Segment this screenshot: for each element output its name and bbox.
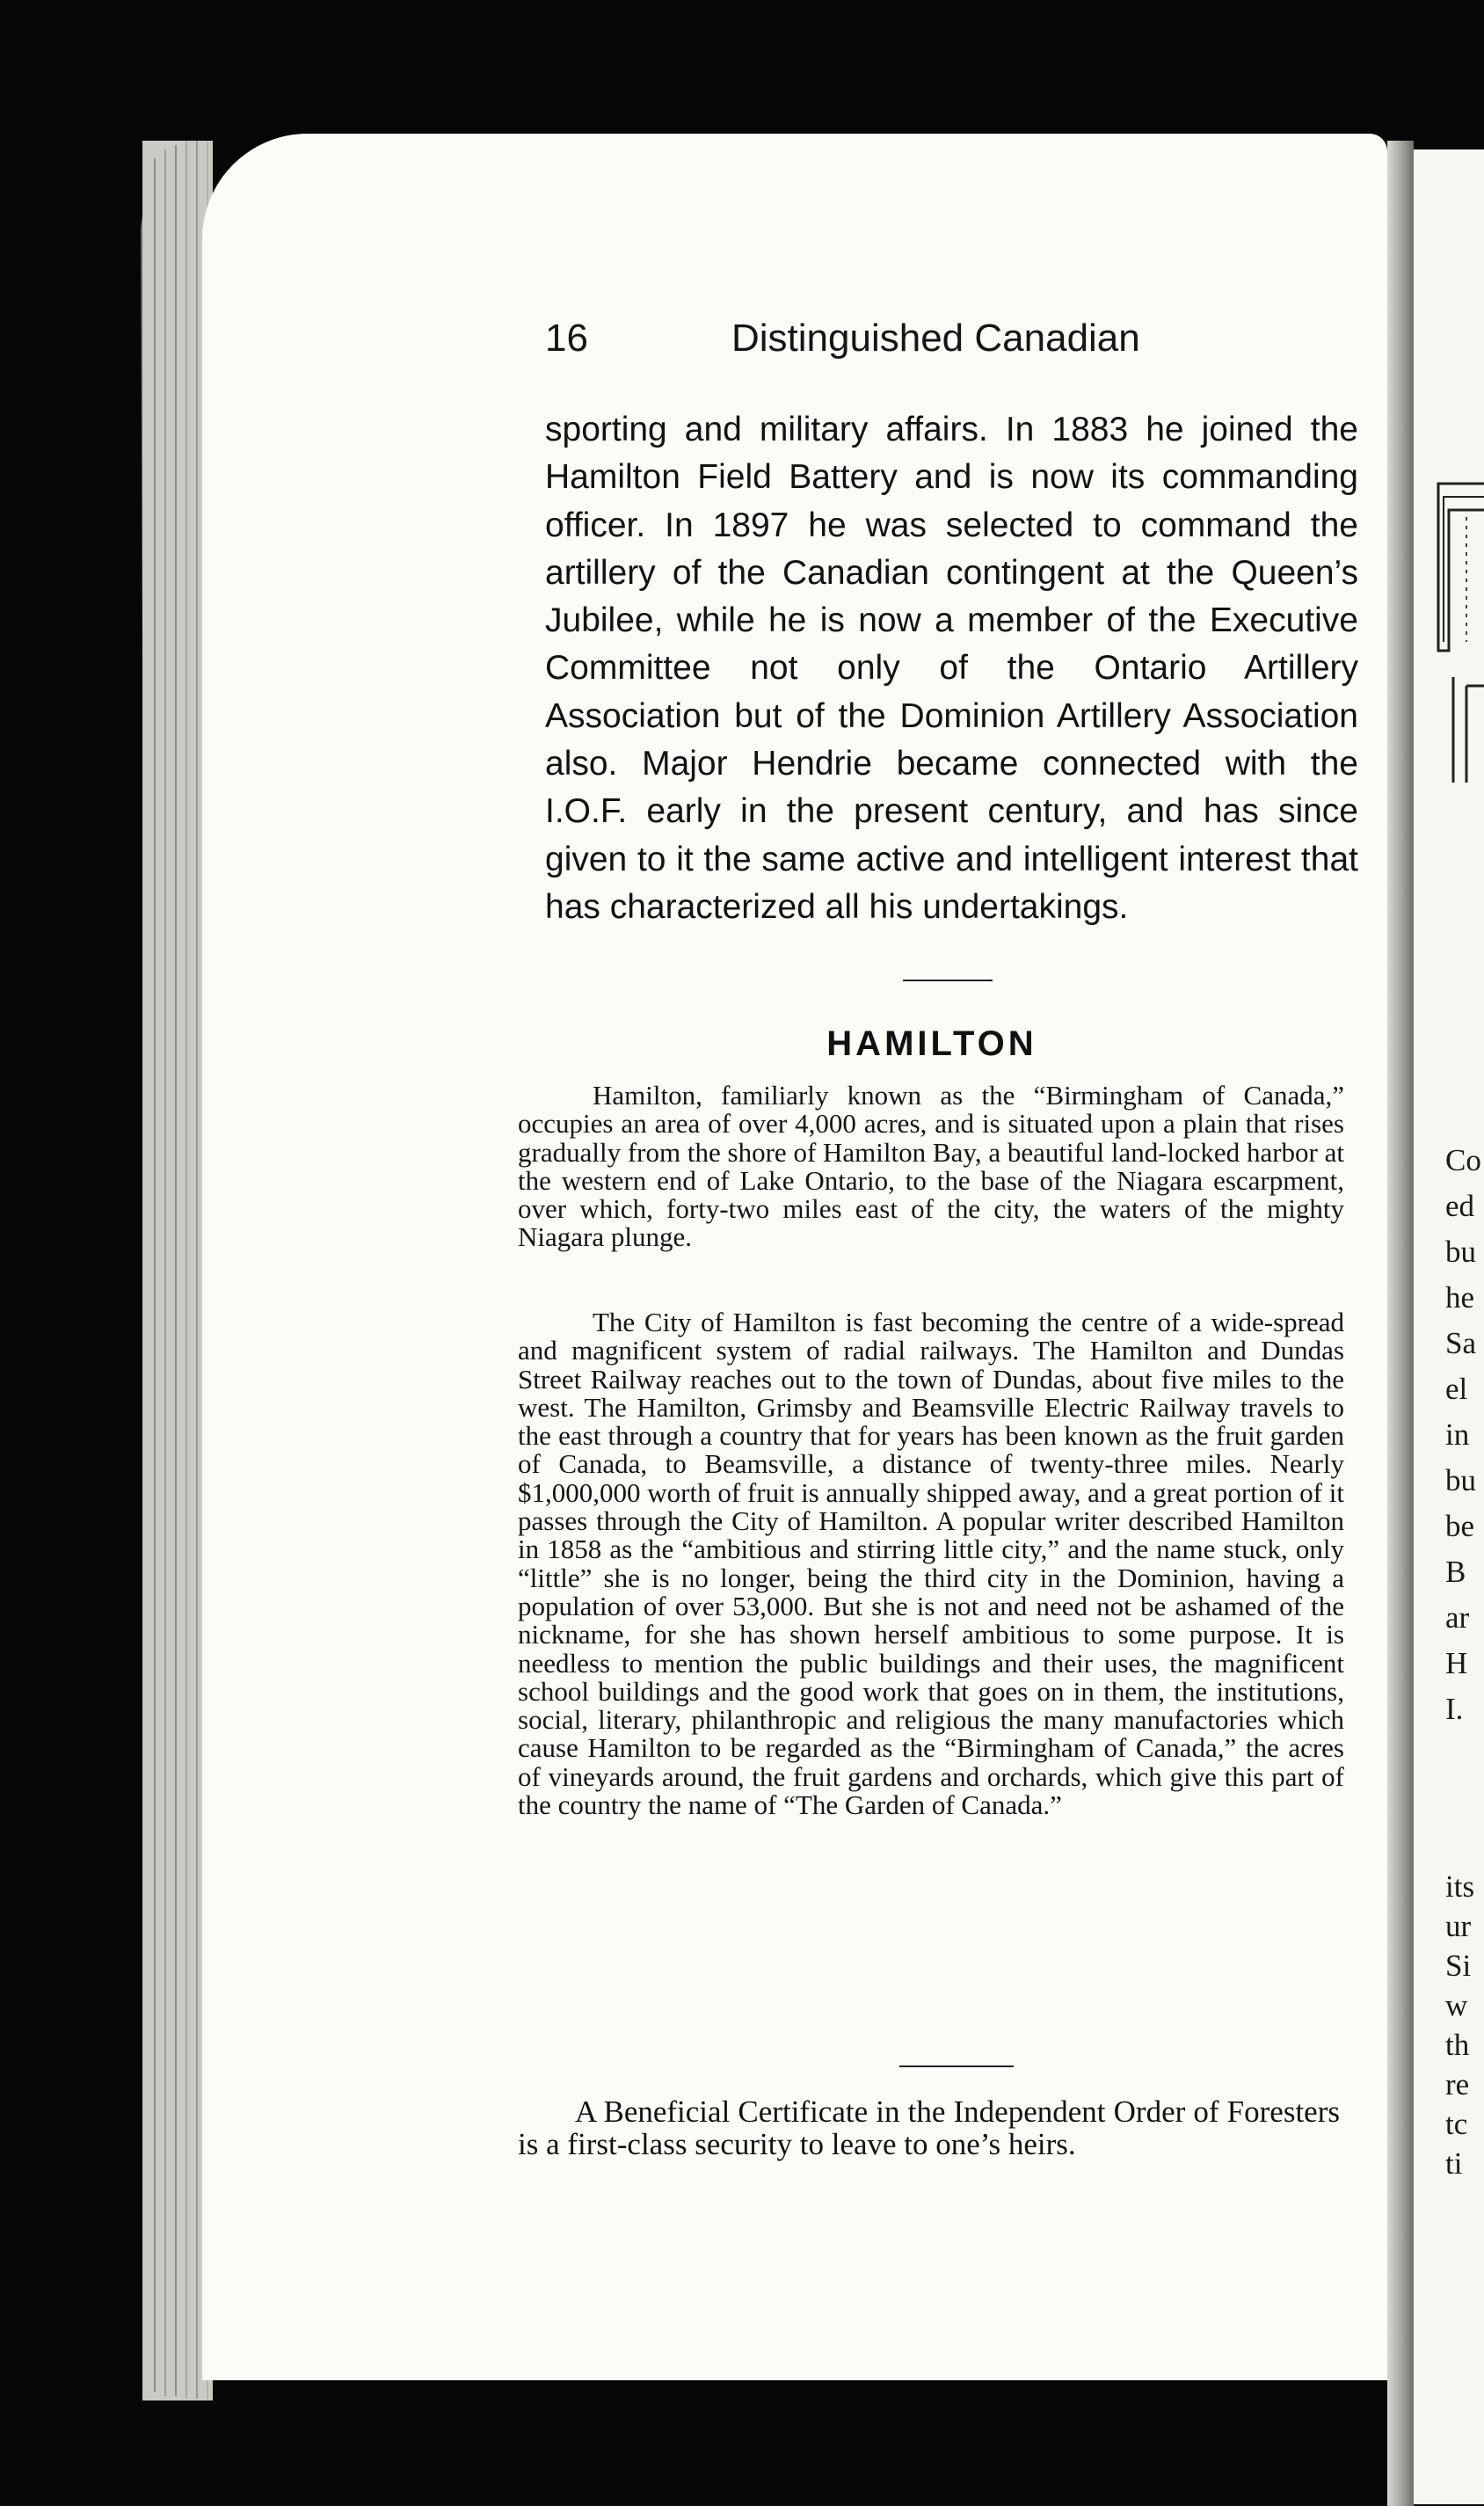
text-fragment: he [1445,1280,1475,1315]
text-fragment: I. [1445,1692,1464,1726]
text-fragment: H [1445,1646,1468,1680]
book-gutter [1387,141,1414,2506]
text-fragment: bu [1445,1235,1476,1269]
text-fragment: Sa [1445,1326,1476,1360]
text-fragment: th [1445,2028,1470,2062]
section-paragraph: The City of Hamilton is fast becoming the centre of a wide-spread and magnificent system of radial railways. The Hamilton and Dundas Street Railway reaches out to the town of Dundas, about five miles to the west. The Hamilton, Grimsby and Beamsville Electric Railway travels to the east through a country that for years has been known as the fruit garden of Canada, to Beamsville, a distance of twenty-three miles. Nearly $1,000,000 worth of fruit is annually shipped away, and a great portion of it passes through the City of Hamilton. A popular writer described Hamilton in 1858 as the “ambitious and stirring little city,” and the name stuck, only “little” she is no longer, being the third city in the Dominion, having a population of over 53,000. But she is not and need not be ashamed of the nickname, for she has shown herself ambitious to some purpose. It is needless to mention the public buildings and their uses, the magnificent school buildings and the good work that goes on in them, the institutions, social, literary, philanthropic and religious the many manufactories which cause Hamilton to be regarded as the “Birmingham of Canada,” the acres of vineyards around, the fruit gardens and orchards, which give this part of the country the name of “The Garden of Canada.” [518,1307,1344,1821]
text-fragment: ur [1445,1909,1472,1943]
text-fragment: ed [1445,1189,1475,1223]
section-heading: HAMILTON [826,1024,1037,1063]
text-fragment: el [1445,1372,1468,1406]
text-fragment: Si [1445,1949,1472,1983]
text-fragment: bu [1445,1463,1476,1497]
page-number: 16 [545,317,588,360]
section-divider [899,2065,1014,2067]
text-fragment: its [1445,1869,1475,1904]
section-paragraph: Hamilton, familiarly known as the “Birmingham of Canada,” occupies an area of over 4,000 acres, and is situated upon a plain that rises gradually from the shore of Hamilton Bay, a beautiful land-locked harbor at the western end of Lake Ontario, to the base of the Niagara escarpment, over which, forty-two miles east of the city, the waters of the mighty Niagara plunge. [518,1080,1344,1253]
continuation-paragraph: sporting and military affairs. In 1883 he joined the Hamilton Field Battery and is now its commanding officer. In 1897 he was selected to command the artillery of the Canadian contingent at the Queen’s Jubilee, while he is now a member of the Executive Committee not only of the Ontario Artillery Association but of the Dominion Artillery Association also. Major Hendrie became connected with the I.O.F. early in the present century, and has since given to it the same active and intelligent interest that has characterized all his undertakings. [545,411,1358,926]
text-fragment: Co [1445,1143,1481,1177]
closing-note: A Beneficial Certificate in the Independent Order of Foresters is a first-class security to leave to one’s heirs. [518,2094,1340,2161]
text-fragment: tc [1445,2107,1468,2141]
text-fragment: in [1445,1417,1470,1452]
text-fragment: re [1445,2067,1470,2102]
text-fragment: B [1445,1555,1466,1589]
ornamental-border-fragment [1414,149,1484,783]
running-title: Distinguished Canadian [731,317,1140,360]
text-fragment: ar [1445,1600,1470,1635]
text-fragment: be [1445,1509,1475,1543]
facing-page-text-fragments [1445,1143,1484,2186]
section-divider [903,980,993,981]
text-fragment: w [1445,1988,1468,2022]
text-fragment: ti [1445,2146,1463,2181]
